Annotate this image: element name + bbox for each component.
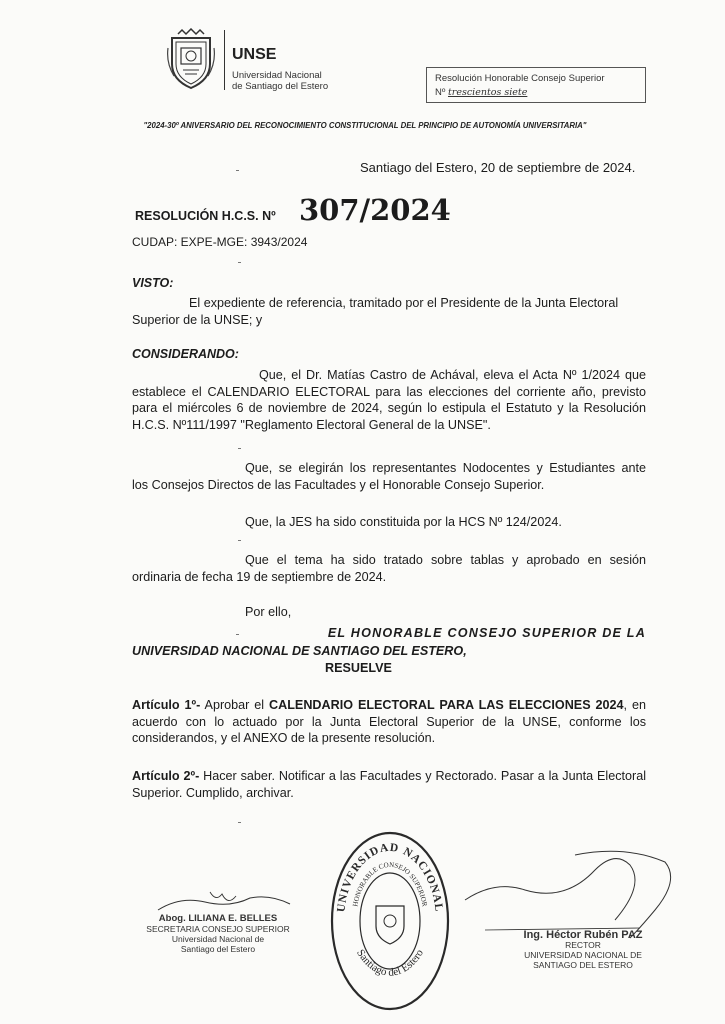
article-2: Artículo 2º- Hacer saber. Notificar a las Facultades y Rectorado. Pasar a la Junta Electoral Superior. Cumplido, archivar. [132,769,646,800]
left-signature-icon [150,888,295,916]
resolution-label: RESOLUCIÓN H.C.S. Nº [135,209,276,223]
mark [238,540,241,541]
considerando-heading: CONSIDERANDO: [132,347,239,361]
svg-text:Santiago del Estero [354,947,426,979]
logo-divider [224,30,225,90]
article-1: Artículo 1º- Aprobar el CALENDARIO ELECTORAL PARA LAS ELECCIONES 2024, en acuerdo con lo actuado por la Junta Electoral Superior de la UNSE, conforme los considerandos, y el ANEXO de la presente resolución. [132,698,646,745]
university-crest-icon [166,28,216,90]
handwritten-number: trescientos siete [447,87,528,98]
mark [238,822,241,823]
considerando-paragraph-2: Que, se elegirán los representantes Nodocentes y Estudiantes ante los Consejos Directos de las Facultades y el Honorable Consejo Superior. [132,461,646,492]
official-seal-icon [326,826,454,1016]
visto-heading: VISTO: [132,276,174,290]
logo-title: UNSE [232,46,277,63]
motto: "2024-30º ANIVERSARIO DEL RECONOCIMIENTO CONSTITUCIONAL DEL PRINCIPIO DE AUTONOMÍA UNIVERSITARIA" [143,121,587,130]
considerando-paragraph-4: Que el tema ha sido tratado sobre tablas y aprobado en sesión ordinaria de fecha 19 de septiembre de 2024. [132,553,646,584]
mark [238,262,241,263]
resuelve-heading: RESUELVE [325,661,392,675]
considerando-paragraph-1: Que, el Dr. Matías Castro de Achával, eleva el Acta Nº 1/2024 que establece el CALENDARIO ELECTORAL para las elecciones del corriente año, previsto para el miércoles 6 de noviembre de 2024, según lo estipula el Estatuto y la Resolución H.C.S. Nº111/1997 "Reglamento Electoral General de la UNSE". [132,368,646,432]
right-signature-icon [455,840,685,940]
left-signature-block: Abog. LILIANA E. BELLES SECRETARIA CONSEJO SUPERIOR Universidad Nacional de Santiago del Estero [146,913,290,954]
right-signature-block: Ing. Héctor Rubén PAZ RECTOR UNIVERSIDAD NACIONAL DE SANTIAGO DEL ESTERO [523,929,643,970]
por-ello: Por ello, [245,605,292,619]
seal-bottom-text: Santiago del Estero [354,947,426,979]
considerando-paragraph-3: Que, la JES ha sido constituida por la HCS Nº 124/2024. [245,515,562,529]
svg-text:UNIVERSIDAD NACIONAL [335,842,444,913]
seal-middle-text: HONORABLE CONSEJO SUPERIOR [351,860,429,908]
document-date: Santiago del Estero, 20 de septiembre de 2024. [360,160,636,175]
mark [236,170,239,171]
mark [238,448,241,449]
visto-paragraph: El expediente de referencia, tramitado por el Presidente de la Junta Electoral Superior de la UNSE; y [132,296,619,327]
resolution-stamp-box: Resolución Honorable Consejo Superior Nº trescientos siete [426,67,646,103]
seal-top-text: UNIVERSIDAD NACIONAL [335,841,445,913]
logo-subtitle: Universidad Nacional de Santiago del Estero [232,70,329,92]
resolution-number: 307/2024 [299,193,451,227]
cudap-reference: CUDAP: EXPE-MGE: 3943/2024 [132,235,308,249]
council-declaration: EL HONORABLE CONSEJO SUPERIOR DE LA UNIVERSIDAD NACIONAL DE SANTIAGO DEL ESTERO, [132,626,646,658]
